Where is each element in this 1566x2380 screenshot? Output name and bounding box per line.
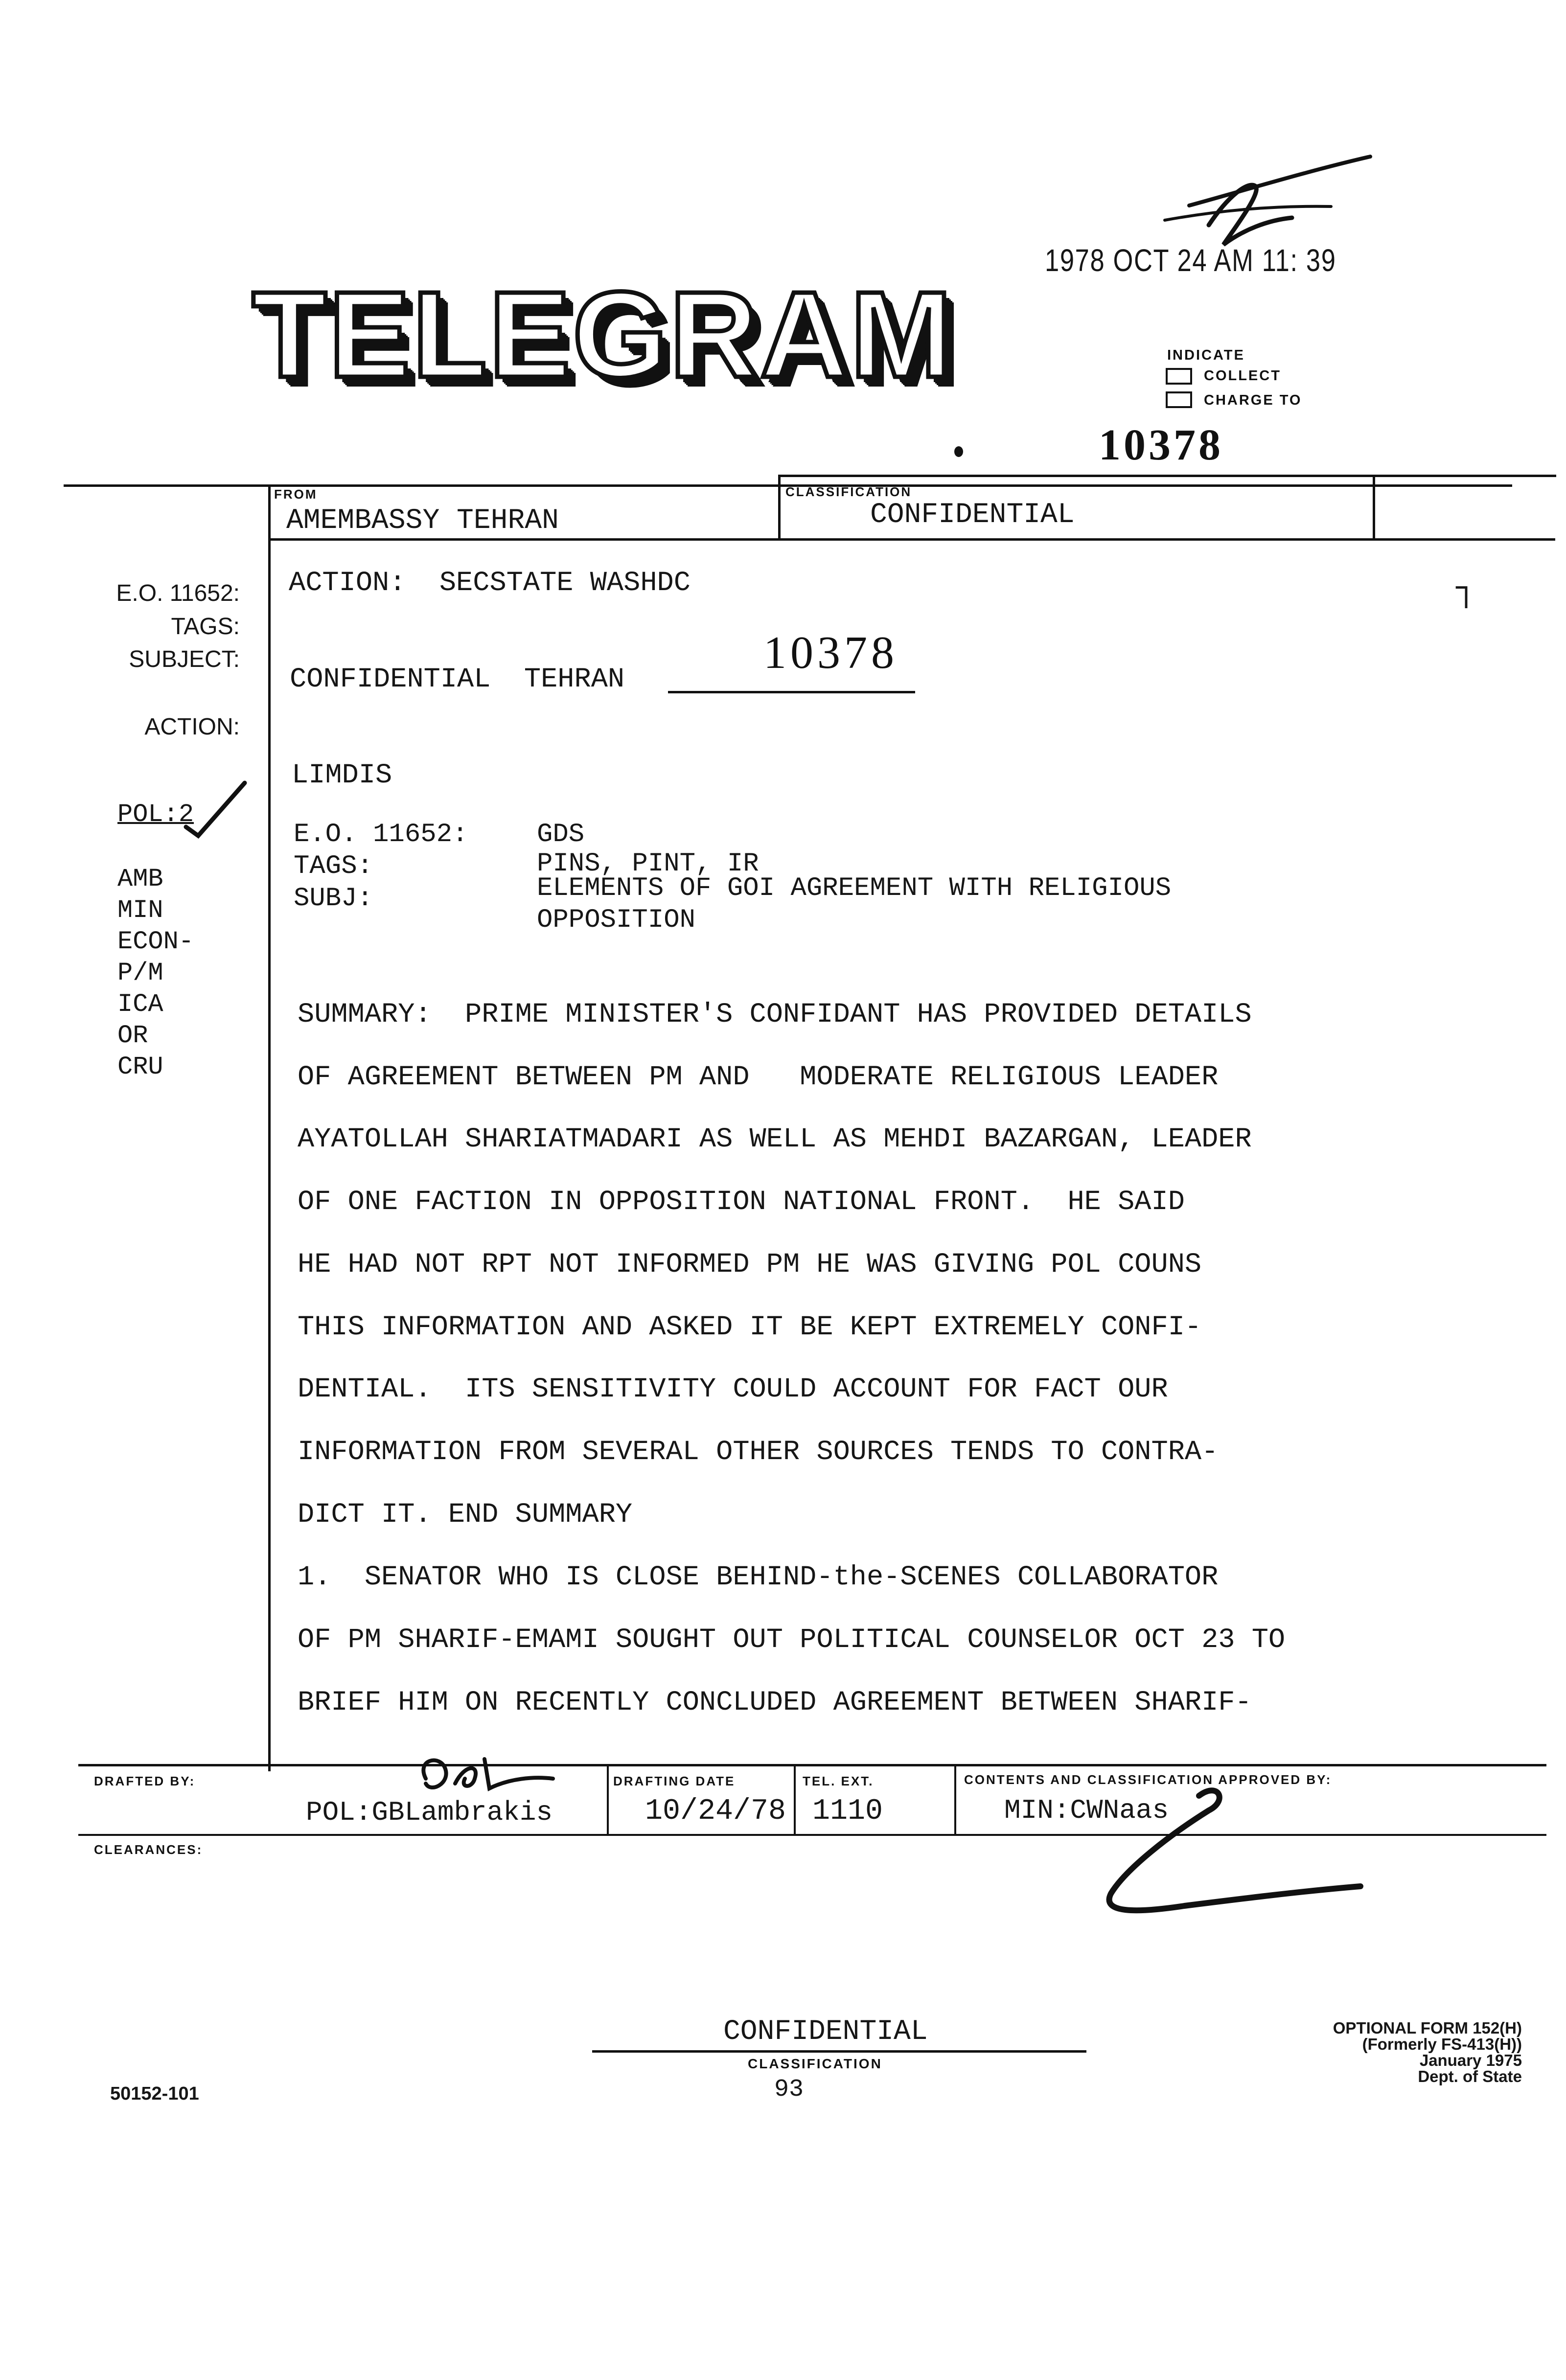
body-line-4: OF ONE FACTION IN OPPOSITION NATIONAL FRONT. HE SAID [298,1187,1185,1218]
drafting-date-label: DRAFTING DATE [613,1774,736,1788]
distribution-item-pm: P/M [117,959,163,987]
approved-by-label: CONTENTS AND CLASSIFICATION APPROVED BY: [964,1772,1332,1787]
from-box-top-line-right [778,475,1556,477]
conf-line: CONFIDENTIAL TEHRAN [290,664,625,695]
tel-ext-label: TEL. EXT. [803,1774,874,1788]
drafted-by-value: POL:GBLambrakis [306,1797,553,1828]
bottom-classification-label: CLASSIFICATION [748,2056,882,2071]
distribution-list [117,864,194,1083]
distribution-item-cru: CRU [117,1053,163,1081]
body-line-9: DICT IT. END SUMMARY [298,1499,633,1531]
conf-underline [668,691,915,693]
page-number: 93 [774,2076,804,2104]
indicate-label: INDICATE [1167,347,1245,363]
clearances-label: CLEARANCES: [94,1842,203,1857]
body-line-5: HE HAD NOT RPT NOT INFORMED PM HE WAS GIVING POL COUNS [298,1249,1202,1281]
tags-value: PINS, PINT, IR [537,849,759,879]
footer-divider-date [607,1766,609,1834]
charge-to-checkbox[interactable] [1166,391,1192,408]
from-box-divider [778,477,781,541]
distribution-item-min: MIN [117,896,163,925]
limdis-line: LIMDIS [292,760,392,791]
footer-divider-approved [954,1766,956,1834]
tel-ext-value: 1110 [812,1795,883,1828]
left-action-label: ACTION: [144,714,240,740]
body-line-1: SUMMARY: PRIME MINISTER'S CONFIDANT HAS PROVIDED DETAILS [298,999,1252,1030]
conf-number: 10378 [763,627,898,678]
form-code: 50152-101 [110,2083,199,2104]
subj-value-1: ELEMENTS OF GOI AGREEMENT WITH RELIGIOUS [537,873,1172,903]
footer-top-line [78,1764,1546,1766]
form-line-3: January 1975 [1419,2051,1522,2069]
classification-label: CLASSIFICATION [785,484,912,499]
telegram-logo-text: TELEGRAM [252,266,954,403]
left-eo-label: E.O. 11652: [116,580,240,606]
form-line-2: (Formerly FS-413(H)) [1362,2035,1522,2053]
telegram-number: 10378 [1099,421,1223,469]
from-box-bottom-line [268,538,1555,541]
body-line-3: AYATOLLAH SHARIATMADARI AS WELL AS MEHDI BAZARGAN, LEADER [298,1124,1252,1155]
collect-label: COLLECT [1204,368,1281,384]
eo-value: GDS [537,820,585,849]
body-line-7: DENTIAL. ITS SENSITIVITY COULD ACCOUNT FOR FACT OUR [298,1374,1168,1405]
subj-label: SUBJ: [294,884,373,914]
left-tags-label: TAGS: [171,614,240,640]
timestamp-stamp: 1978 OCT 24 AM 11: 39 [1045,243,1336,278]
pol-checkmark [181,778,250,842]
approver-signature [1096,1781,1370,1923]
telegram-logo [252,264,1015,411]
from-box-right-edge [1373,477,1375,541]
bottom-classification-value: CONFIDENTIAL [723,2016,928,2048]
form-info [1248,2020,1522,2084]
tags-label: TAGS: [294,851,373,881]
dot-mark [954,446,963,457]
collect-checkbox[interactable] [1166,368,1192,385]
body-line-11: OF PM SHARIF-EMAMI SOUGHT OUT POLITICAL COUNSELOR OCT 23 TO [298,1625,1286,1656]
drafter-initials-signature [411,1749,558,1808]
form-line-4: Dept. of State [1418,2067,1522,2085]
from-label: FROM [274,487,318,502]
body-line-6: THIS INFORMATION AND ASKED IT BE KEPT EXTREMELY CONFI- [298,1312,1202,1343]
body-line-2: OF AGREEMENT BETWEEN PM AND MODERATE RELIGIOUS LEADER [298,1062,1219,1093]
drafted-by-label: DRAFTED BY: [94,1774,196,1788]
distribution-item-ica: ICA [117,990,163,1019]
body-line-10: 1. SENATOR WHO IS CLOSE BEHIND-the-SCENES COLLABORATOR [298,1562,1219,1593]
subj-value-2: OPPOSITION [537,905,696,935]
distribution-item-econ: ECON- [117,927,194,956]
charge-to-label: CHARGE TO [1204,392,1302,408]
form-line-1: OPTIONAL FORM 152(H) [1333,2019,1522,2037]
classification-value: CONFIDENTIAL [870,499,1075,531]
from-value: AMEMBASSY TEHRAN [286,505,559,537]
approved-by-value: MIN:CWNaas [1004,1795,1169,1826]
drafting-date-value: 10/24/78 [645,1795,786,1828]
action-line: ACTION: SECSTATE WASHDC [289,568,691,599]
left-margin-line [268,484,271,1771]
pol-routing: POL:2 [117,800,194,829]
body-line-8: INFORMATION FROM SEVERAL OTHER SOURCES TENDS TO CONTRA- [298,1437,1219,1468]
distribution-item-or: OR [117,1021,148,1050]
bottom-classification-line [592,2050,1086,2053]
corner-mark: ┐ [1456,570,1477,609]
eo-label: E.O. 11652: [294,820,468,849]
footer-divider-ext [794,1766,796,1834]
left-subject-label: SUBJECT: [129,646,240,672]
distribution-item-amb: AMB [117,865,163,893]
body-line-12: BRIEF HIM ON RECENTLY CONCLUDED AGREEMENT BETWEEN SHARIF- [298,1687,1252,1718]
